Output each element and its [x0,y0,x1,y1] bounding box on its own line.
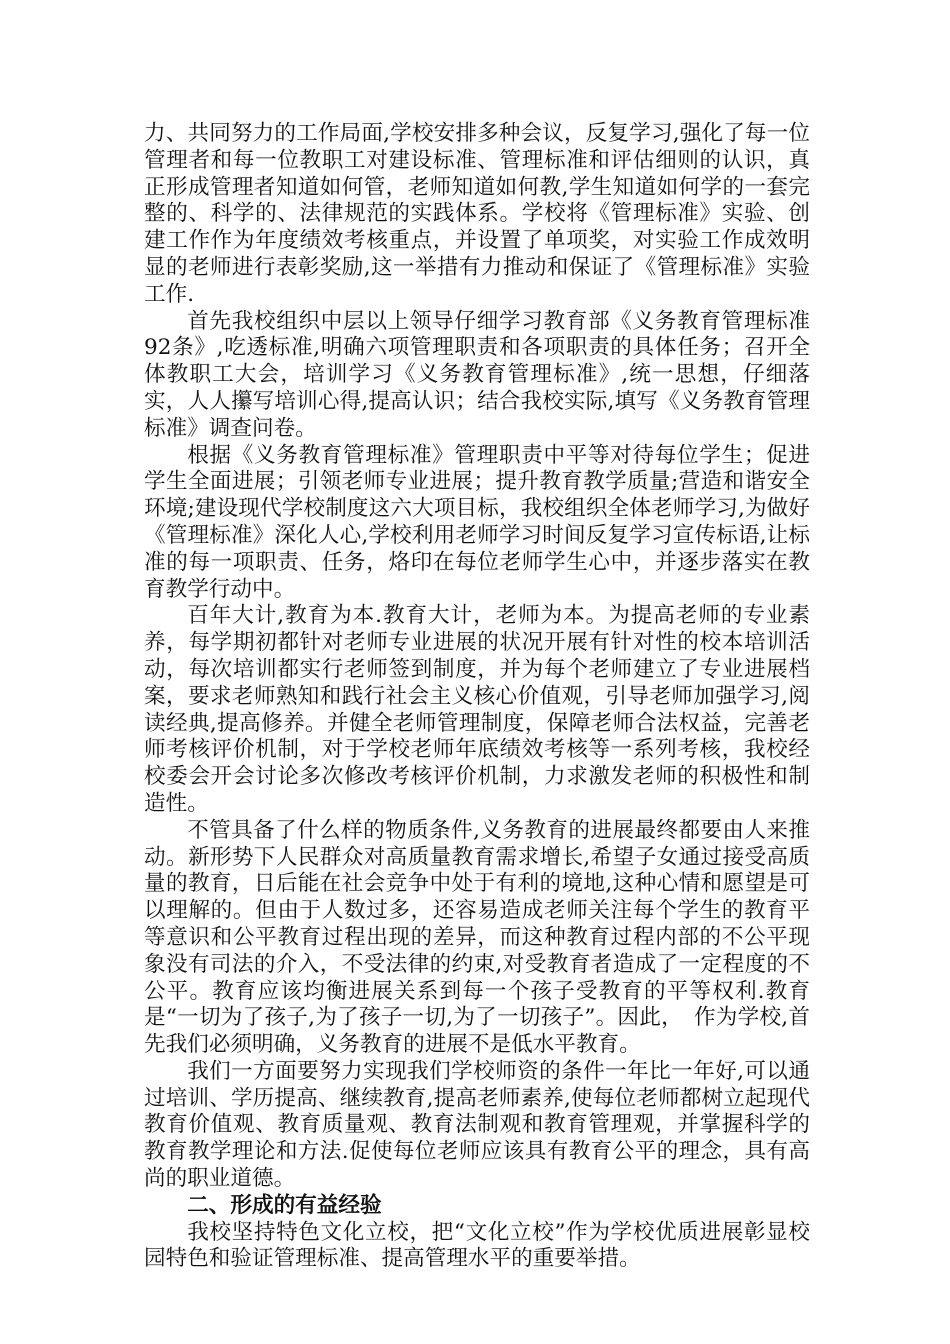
closing-paragraph: 我校坚持特色文化立校，把“文化立校”作为学校优质进展彰显校园特色和验证管理标准、提高管理水平的重要举措。 [144,1219,810,1272]
paragraph-3: 根据《义务教育管理标准》管理职责中平等对待每位学生；促进学生全面进展；引领老师专业进展；提升教育教学质量;营造和谐安全环境;建设现代学校制度这六大项目标，我校组织全体老师学习,为做好《管理标准》深化人心,学校利用老师学习时间反复学习宣传标语,让标准的每一项职责、任务，烙印在每位老师学生心中，并逐步落实在教育教学行动中。 [144,442,810,602]
paragraph-2: 首先我校组织中层以上领导仔细学习教育部《义务教育管理标准92条》,吃透标准,明确六项管理职责和各项职责的具体任务；召开全体教职工大会，培训学习《义务教育管理标准》,统一思想，仔细落实，人人攥写培训心得,提高认识；结合我校实际,填写《义务教育管理标准》调查问卷。 [144,308,810,441]
paragraph-5: 不管具备了什么样的物质条件,义务教育的进展最终都要由人来推动。新形势下人民群众对高质量教育需求增长,希望子女通过接受高质量的教育，日后能在社会竞争中处于有利的境地,这种心情和愿望是可以理解的。但由于人数过多，还容易造成老师关注每个学生的教育平等意识和公平教育过程出现的差异，而这种教育过程内部的不公平现象没有司法的介入，不受法律的约束,对受教育者造成了一定程度的不公平。教育应该均衡进展关系到每一个孩子受教育的平等权利.教育是“一切为了孩子,为了孩子一切,为了一切孩子”。因此， 作为学校,首先我们必须明确，义务教育的进展不是低水平教育。 [144,817,810,1058]
paragraph-4: 百年大计,教育为本.教育大计，老师为本。为提高老师的专业素养，每学期初都针对老师专业进展的状况开展有针对性的校本培训活动，每次培训都实行老师签到制度，并为每个老师建立了专业进展档案，要求老师熟知和践行社会主义核心价值观，引导老师加强学习,阅读经典,提高修养。并健全老师管理制度，保障老师合法权益，完善老师考核评价机制，对于学校老师年底绩效考核等一系列考核，我校经校委会开会讨论多次修改考核评价机制，力求激发老师的积极性和制造性。 [144,603,810,816]
document-page [144,121,810,1273]
section-heading: 二、形成的有益经验 [187,1192,382,1218]
paragraph-6: 我们一方面要努力实现我们学校师资的条件一年比一年好,可以通过培训、学历提高、继续教育,提高老师素养,使每位老师都树立起现代教育价值观、教育质量观、教育法制观和教育管理观，并掌握科学的教育教学理论和方法.促使每位老师应该具有教育公平的理念，具有高尚的职业道德。 [144,1058,810,1192]
paragraph-1: 力、共同努力的工作局面,学校安排多种会议，反复学习,强化了每一位管理者和每一位教职工对建设标准、管理标准和评估细则的认识，真正形成管理者知道如何管，老师知道如何教,学生知道如何学的一套完整的、科学的、法律规范的实践体系。学校将《管理标准》实验、创建工作作为年度绩效考核重点，并设置了单项奖，对实验工作成效明显的老师进行表彰奖励,这一举措有力推动和保证了《管理标准》实验工作. [144,121,810,307]
